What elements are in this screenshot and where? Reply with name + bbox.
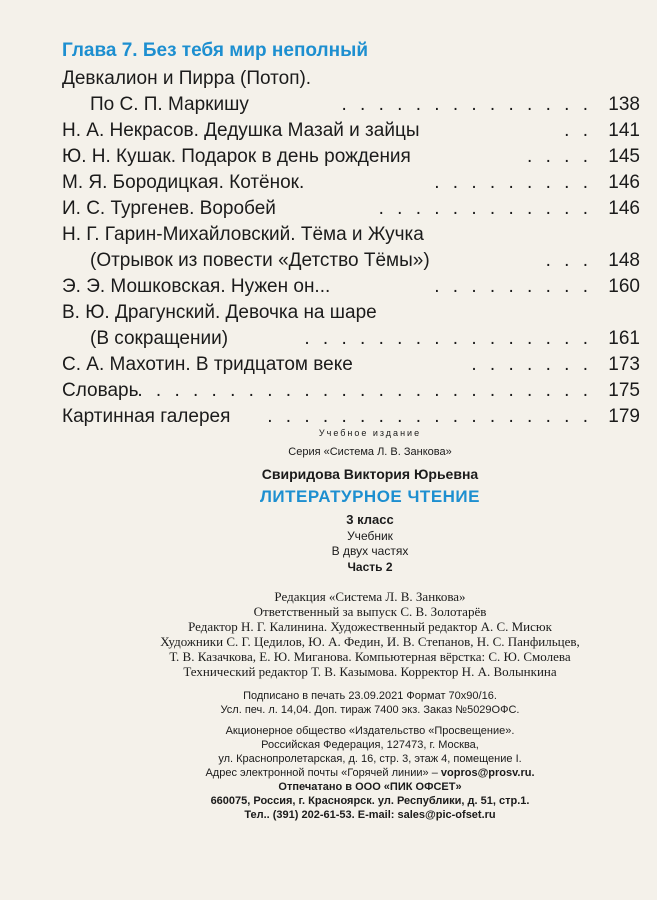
author-name: Свиридова Виктория Юрьевна (261, 466, 479, 482)
credits-line: Редакция «Система Л. В. Занкова» (274, 589, 466, 604)
table-of-contents (62, 66, 640, 430)
toc-leader-dots: . . (564, 120, 592, 141)
book-title: ЛИТЕРАТУРНОЕ ЧТЕНИЕ (259, 487, 480, 506)
toc-leader-dots: . . . . . . . (471, 354, 592, 375)
toc-page-number: 175 (608, 380, 640, 401)
toc-page-number: 173 (608, 354, 640, 375)
printer-line: Тел.. (391) 202-61-53. E-mail: sales@pic-ofset.ru (244, 809, 496, 821)
credits-line: Технический редактор Т. В. Казымова. Корректор Н. А. Волынкина (183, 664, 557, 679)
toc-entry (62, 144, 640, 170)
toc-entry-text: С. А. Махотин. В тридцатом веке (62, 354, 353, 375)
toc-page-number: 160 (608, 276, 640, 297)
credits-block (90, 589, 650, 679)
toc-entry-text: Ю. Н. Кушак. Подарок в день рождения (62, 146, 411, 167)
publisher-line: ул. Краснопролетарская, д. 16, стр. 3, этаж 4, помещение I. (218, 753, 522, 765)
toc-page-number: 161 (608, 328, 640, 349)
toc-entry (62, 378, 640, 404)
toc-leader-dots: . . . . . . . . . . . . . . . . . . (267, 406, 592, 427)
print-signed: Подписано в печать 23.09.2021 Формат 70x90/16. (243, 690, 497, 702)
toc-page-number: 146 (608, 172, 640, 193)
part-label: Часть 2 (347, 560, 393, 574)
toc-entry (62, 196, 640, 222)
toc-leader-dots: . . . . . . . . . (434, 172, 592, 193)
toc-leader-dots: . . . . . . . . . . . . . . . . . . . . . . . . . (137, 380, 592, 401)
toc-entry-text: Э. Э. Мошковская. Нужен он... (62, 276, 331, 297)
toc-entry-text: Н. А. Некрасов. Дедушка Мазай и зайцы (62, 120, 420, 141)
toc-entry-text: И. С. Тургенев. Воробей (62, 198, 276, 219)
series-label: Серия «Система Л. В. Занкова» (288, 446, 452, 458)
toc-page-number: 145 (608, 146, 640, 167)
credits-line: Редактор Н. Г. Калинина. Художественный редактор А. С. Мисюк (188, 619, 552, 634)
credits-line: Ответственный за выпуск С. В. Золотарёв (253, 604, 487, 619)
toc-leader-dots: . . . . . . . . . (434, 276, 592, 297)
publisher-line: Акционерное общество «Издательство «Просвещение». (225, 725, 515, 737)
toc-entry-text: (Отрывок из повести «Детство Тёмы») (90, 250, 430, 271)
toc-page-number: 146 (608, 198, 640, 219)
toc-entry-text: В. Ю. Драгунский. Девочка на шаре (62, 302, 377, 323)
toc-leader-dots: . . . . . . . . . . . . . . (341, 94, 592, 115)
toc-leader-dots: . . . (545, 250, 592, 271)
toc-entry (62, 300, 640, 326)
publisher-line (90, 766, 650, 780)
printer-info (90, 780, 650, 822)
credits-line: Художники С. Г. Цедилов, Ю. А. Федин, И. В. Степанов, Н. С. Панфильцев, (160, 634, 580, 649)
chapter-title: Глава 7. Без тебя мир неполный (62, 40, 369, 61)
toc-entry-text: Н. Г. Гарин-Михайловский. Тёма и Жучка (62, 224, 424, 245)
toc-entry-text: Словарь (62, 380, 139, 401)
grade-label: 3 класс (346, 512, 394, 527)
hotline-label: Адрес электронной почты «Горячей линии» – (205, 767, 441, 779)
toc-entry-text: По С. П. Маркишу (90, 94, 249, 115)
toc-entry-text: Девкалион и Пирра (Потоп). (62, 68, 312, 89)
toc-page-number: 141 (608, 120, 640, 141)
toc-entry (62, 274, 640, 300)
book-type: Учебник (347, 529, 393, 543)
toc-entry (62, 222, 640, 248)
printer-line: 660075, Россия, г. Красноярск. ул. Республики, д. 51, стр.1. (210, 795, 530, 807)
toc-leader-dots: . . . . (527, 146, 592, 167)
toc-page-number: 179 (608, 406, 640, 427)
toc-leader-dots: . . . . . . . . . . . . (378, 198, 592, 219)
toc-entry-text: М. Я. Бородицкая. Котёнок. (62, 172, 305, 193)
print-info (90, 689, 650, 717)
credits-line: Т. В. Казачкова, Е. Ю. Миганова. Компьютерная вёрстка: С. Ю. Смолева (169, 649, 571, 664)
publisher-line: Российская Федерация, 127473, г. Москва, (261, 739, 479, 751)
print-sheets: Усл. печ. л. 14,04. Доп. тираж 7400 экз. Заказ №5029ОФС. (220, 704, 520, 716)
toc-entry (62, 404, 640, 430)
toc-entry (62, 352, 640, 378)
toc-leader-dots: . . . . . . . . . . . . . . . . (304, 328, 592, 349)
toc-entry (62, 326, 640, 352)
edition-label: Учебное издание (318, 428, 422, 438)
toc-entry (62, 66, 640, 92)
printer-line: Отпечатано в ООО «ПИК ОФСЕТ» (278, 781, 462, 793)
parts-label: В двух частях (331, 544, 409, 558)
publisher-info (90, 724, 650, 780)
toc-page-number: 148 (608, 250, 640, 271)
toc-entry-text: Картинная галерея (62, 406, 231, 427)
toc-entry-text: (В сокращении) (90, 328, 229, 349)
toc-entry (62, 118, 640, 144)
hotline-email: vopros@prosv.ru. (440, 767, 535, 779)
toc-entry (62, 248, 640, 274)
toc-page-number: 138 (608, 94, 640, 115)
toc-entry (62, 170, 640, 196)
toc-entry (62, 92, 640, 118)
